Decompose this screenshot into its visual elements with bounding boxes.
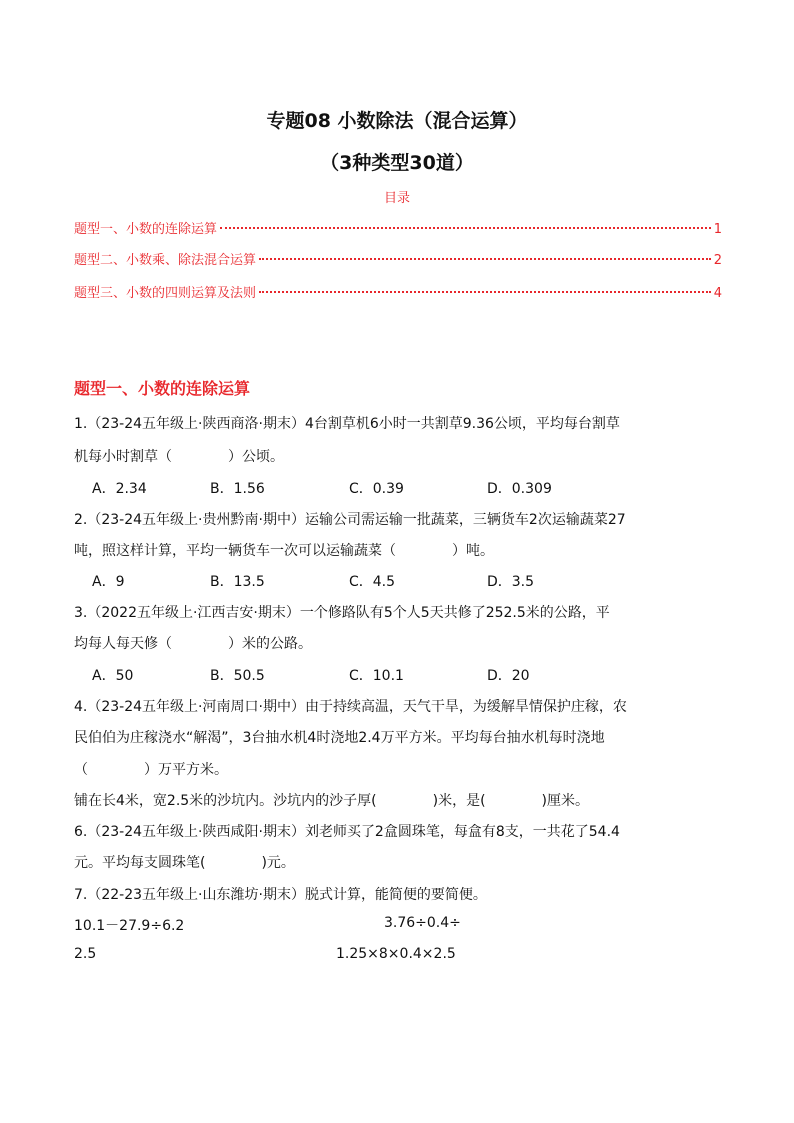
toc-entry-label: 题型二、小数乘、除法混合运算 [74,253,257,268]
q7-expression-3: 1.25×8×0.4×2.5 [336,946,456,962]
question-1-line-1: 1.（23-24五年级上·陕西商洛·期末）4台割草机6小时一共割草9.36公顷，平均每台割草 [74,416,620,432]
toc-entry-label: 题型一、小数的连除运算 [74,222,218,237]
section-heading: 题型一、小数的连除运算 [74,379,251,398]
question-4-line-1: 4.（23-24五年级上·河南周口·期中）由于持续高温，天气干旱，为缓解旱情保护庄稼，农 [74,699,627,715]
q7-expression-1: 10.1－27.9÷6.2 [74,918,185,934]
q3-option-a: A．50 [92,668,134,684]
toc-heading: 目录 [383,191,410,206]
question-4-line-2: 民伯伯为庄稼浇水“解渴”，3台抽水机4时浇地2.4万平方米。平均每台抽水机每时浇地 [74,730,605,746]
document-title: 专题08 小数除法（混合运算） [266,110,528,132]
q1-option-d: D．0.309 [487,481,552,497]
question-1-line-2: 机每小时割草（ ）公顷。 [74,449,284,465]
q1-option-a: A．2.34 [92,481,147,497]
toc-entry-page: 1 [713,222,722,237]
question-2-line-1: 2.（23-24五年级上·贵州黔南·期中）运输公司需运输一批蔬菜，三辆货车2次运输蔬菜27 [74,512,626,528]
toc-entry-page: 2 [713,253,722,268]
question-6-line-2: 元。平均每支圆珠笔( )元。 [74,855,295,871]
q2-option-c: C．4.5 [349,574,396,590]
q7-expression-2: 3.76÷0.4÷ [384,915,461,931]
question-3-line-1: 3.（2022五年级上·江西吉安·期末）一个修路队有5个人5天共修了252.5米的公路，平 [74,605,610,621]
toc-entry-page: 4 [713,286,722,301]
q3-option-d: D．20 [487,668,530,684]
question-7-line-1: 7.（22-23五年级上·山东潍坊·期末）脱式计算，能简便的要简便。 [74,887,487,903]
question-4-line-3: （ ）万平方米。 [74,762,228,778]
toc-leader-dots [259,291,711,293]
toc-leader-dots [259,258,711,260]
q2-option-d: D．3.5 [487,574,535,590]
q2-option-b: B．13.5 [210,574,265,590]
toc-entry[interactable] [74,282,722,300]
question-6-line-1: 6.（23-24五年级上·陕西咸阳·期末）刘老师买了2盒圆珠笔，每盒有8支，一共花了54.4 [74,824,620,840]
q3-option-c: C．10.1 [349,668,404,684]
q2-option-a: A．9 [92,574,125,590]
toc-entry[interactable] [74,218,722,236]
question-3-line-2: 均每人每天修（ ）米的公路。 [74,636,312,652]
q7-expression-2-continued: 2.5 [74,946,97,962]
toc-entry-label: 题型三、小数的四则运算及法则 [74,286,257,301]
document-subtitle: （3种类型30道） [320,152,474,174]
toc-leader-dots [220,227,711,229]
q1-option-b: B．1.56 [210,481,265,497]
q1-option-c: C．0.39 [349,481,404,497]
q3-option-b: B．50.5 [210,668,265,684]
question-2-line-2: 吨，照这样计算，平均一辆货车一次可以运输蔬菜（ ）吨。 [74,543,494,559]
toc-entry[interactable] [74,249,722,267]
question-5-fragment: 铺在长4米，宽2.5米的沙坑内。沙坑内的沙子厚( )米，是( )厘米。 [74,793,590,809]
